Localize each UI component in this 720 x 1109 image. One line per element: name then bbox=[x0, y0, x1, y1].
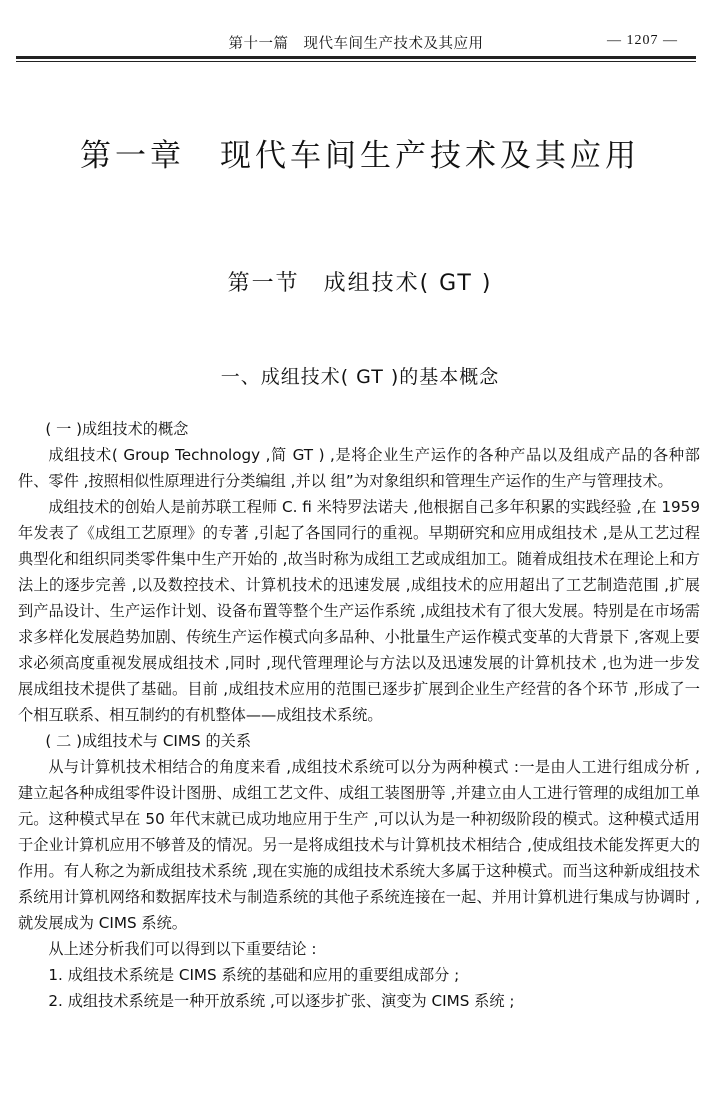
list-item: 2. 成组技术系统是一种开放系统 ,可以逐步扩张、演变为 CIMS 系统 ; bbox=[48, 992, 515, 1010]
paragraph-history: 成组技术的创始人是前苏联工程师 C. fi 米特罗法诺夫 ,他根据自己多年积累的实践经验 ,在 1959 年发表了《成组工艺原理》的专著 ,引起了各国同行的重视。早期研究和应用成组技术 ,是从工艺过程典型化和组织同类零件集中生产开始的 ,故当时称为成组工艺或成组加工。随着成组技术在理论上和方法上的逐步完善 ,以及数控技术、计算机技术的迅速发展 ,成组技术的应用超出了工艺制造范围 ,扩展到产品设计、生产运作计划、设备布置等整个生产运作系统 ,成组技术有了很大发展。特别是在市场需求多样化发展趋势加剧、传统生产运作模式向多品种、小批量生产运作模式变革的大背景下 ,客观上要求必须高度重视发展成组技术 ,同时 ,现代管理理论与方法以及迅速发展的计算机技术 ,也为进一步发展成组技术提供了基础。目前 ,成组技术应用的范围已逐步扩展到企业生产经营的各个环节 ,形成了一个相互联系、相互制约的有机整体——成组技术系统。 bbox=[18, 498, 700, 724]
header-rule-thick bbox=[16, 56, 696, 59]
paragraph-heading-concept: ( 一 )成组技术的概念 bbox=[45, 420, 189, 438]
header-rule-thin bbox=[16, 61, 696, 62]
conclusion-list bbox=[18, 962, 700, 1014]
section-title: 第一节 成组技术( GT ) bbox=[227, 271, 493, 296]
running-title: 第十一篇 现代车间生产技术及其应用 bbox=[228, 36, 484, 52]
paragraph-definition: 成组技术( Group Technology ,简 GT ) ,是将企业生产运作的各种产品以及组成产品的各种部件、零件 ,按照相似性原理进行分类编组 ,并以 组”为对象组织和管理生产运作的生产与管理技术。 bbox=[18, 446, 700, 490]
subsection-title: 一、成组技术( GT )的基本概念 bbox=[220, 366, 500, 388]
body-text bbox=[18, 416, 700, 1014]
list-item: 1. 成组技术系统是 CIMS 系统的基础和应用的重要组成部分 ; bbox=[48, 966, 460, 984]
chapter-title: 第一章 现代车间生产技术及其应用 bbox=[80, 138, 640, 174]
page-number: — 1207 — bbox=[607, 33, 678, 48]
paragraph-heading-cims: ( 二 )成组技术与 CIMS 的关系 bbox=[45, 732, 252, 750]
paragraph-cims-relation: 从与计算机技术相结合的角度来看 ,成组技术系统可以分为两种模式 :一是由人工进行组成分析 ,建立起各种成组零件设计图册、成组工艺文件、成组工装图册等 ,并建立由人工进行管理的成组加工单元。这种模式早在 50 年代末就已成功地应用于生产 ,可以认为是一种初级阶段的模式。这种模式适用于企业计算机应用不够普及的情况。另一是将成组技术与计算机技术相结合 ,使成组技术能发挥更大的作用。有人称之为新成组技术系统 ,现在实施的成组技术系统大多属于这种模式。而当这种新成组技术系统用计算机网络和数据库技术与制造系统的其他子系统连接在一起、并用计算机进行集成与协调时 ,就发展成为 CIMS 系统。 bbox=[18, 758, 700, 932]
running-header bbox=[16, 30, 696, 54]
paragraph-conclusion-intro: 从上述分析我们可以得到以下重要结论 : bbox=[48, 940, 317, 958]
